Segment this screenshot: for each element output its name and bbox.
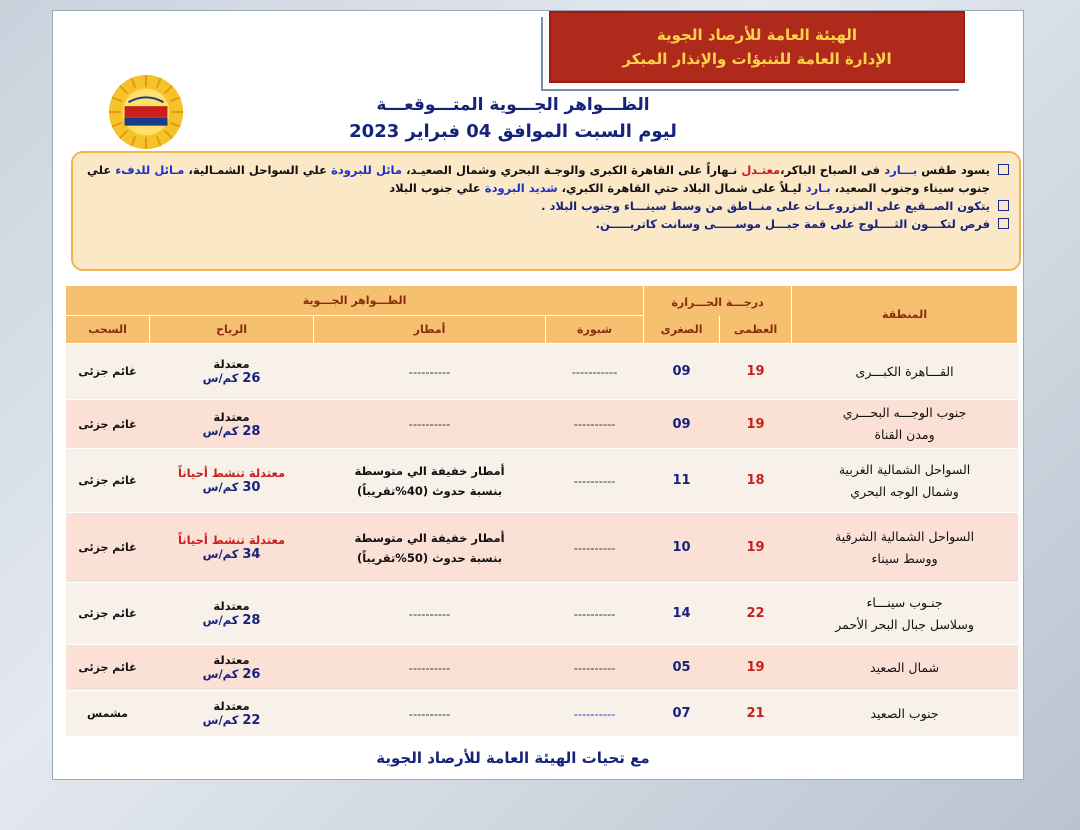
title-block (253, 95, 773, 142)
wind-speed-unit: كم/س (202, 667, 243, 681)
region-cell (792, 344, 1018, 400)
temp-min-cell: 14 (644, 583, 720, 645)
clouds-cell: غائم جزئى (66, 344, 150, 400)
wind-description: معتدلة (213, 653, 250, 667)
region-name: القـــاهرة الكبـــرى (855, 363, 954, 379)
region-name: جنوب الوجـــه البحـــري (842, 405, 967, 420)
wind-speed-value: 26 (242, 371, 261, 386)
header-rain: أمطار (314, 316, 546, 344)
wind-description: معتدلة (213, 357, 250, 371)
bulletin-page (52, 10, 1024, 780)
temp-max-cell: 22 (720, 583, 792, 645)
header-min: الصغرى (644, 316, 720, 344)
rain-probability: بنسبة حدوث (40%تقريباً) (356, 483, 503, 498)
wind-cell (150, 344, 314, 400)
header-wind: الرياح (150, 316, 314, 344)
temp-max-cell: 19 (720, 513, 792, 583)
table-row (66, 449, 1018, 513)
region-name: السواحل الشمالية الغربية (838, 461, 971, 477)
header-temperature (644, 286, 792, 316)
wind-speed-value: 28 (242, 613, 261, 628)
fog-cell: ---------- (546, 645, 644, 691)
rain-cell (314, 583, 546, 645)
rain-text: ---------- (408, 660, 451, 675)
wind-speed-unit: كم/س (202, 423, 243, 438)
rain-cell (314, 449, 546, 513)
temp-min-cell: 07 (644, 691, 720, 737)
summary-item (87, 161, 1009, 197)
header-max: العظمى (720, 316, 792, 344)
rain-text: ---------- (408, 706, 451, 721)
wind-speed-unit: كم/س (202, 371, 243, 385)
department-name: الإدارة العامة للتنبؤات والإنذار المبكر (622, 50, 892, 68)
temp-min-cell: 10 (644, 513, 720, 583)
table-row (66, 400, 1018, 449)
region-cell (792, 513, 1018, 583)
region-cell (792, 691, 1018, 737)
wind-speed-unit: كم/س (202, 480, 243, 494)
region-name: السواحل الشمالية الشرقية (835, 528, 975, 544)
region-cell (792, 449, 1018, 513)
fog-cell: ---------- (546, 400, 644, 449)
wind-speed-value: 34 (242, 547, 261, 562)
summary-fragment: فى الصباح الباكر، (780, 163, 885, 177)
temp-max-cell: 19 (720, 645, 792, 691)
region-name: جنوب الصعيد (870, 705, 939, 721)
summary-highlight: مـائل للدفء (115, 163, 185, 177)
table-row (66, 583, 1018, 645)
temp-min-cell: 05 (644, 645, 720, 691)
summary-highlight: مائل للبرودة (331, 163, 402, 177)
wind-speed (152, 667, 312, 682)
summary-highlight: بـارد (805, 181, 831, 195)
summary-fragment: علي جنوب سيناء وجنوب الصعيد، (87, 163, 990, 195)
wind-speed-value: 22 (242, 713, 261, 728)
clouds-cell: مشمس (66, 691, 150, 737)
summary-item (87, 197, 1009, 215)
region-name-line2: ومدن القناة (874, 427, 935, 442)
temp-min-cell: 09 (644, 400, 720, 449)
region-name: شمال الصعيد (870, 659, 940, 675)
clouds-cell: غائم جزئى (66, 400, 150, 449)
wind-description: معتدلة (213, 409, 250, 424)
region-name-line2: وشمال الوجه البحري (850, 483, 959, 499)
wind-speed-value: 28 (242, 423, 261, 439)
summary-fragment: نـهاراً على القاهرة الكبرى والوجـة البحري وشمال الصعيـد، (401, 163, 742, 177)
wind-description: معتدلة تنشط أحياناً (177, 533, 286, 547)
wind-description: معتدلة تنشط أحياناً (177, 466, 286, 480)
wind-speed (152, 713, 312, 728)
region-cell (792, 645, 1018, 691)
wind-speed-unit: كم/س (202, 713, 243, 727)
region-cell (792, 583, 1018, 645)
rain-cell (314, 691, 546, 737)
rain-cell (314, 513, 546, 583)
fog-cell: ----------- (546, 344, 644, 400)
page-title: الظـــواهر الجـــوية المتـــوقعـــة (376, 95, 650, 115)
wind-speed (152, 547, 312, 562)
wind-speed (152, 371, 312, 386)
clouds-cell: غائم جزئى (66, 449, 150, 513)
checkbox-bullet-icon (998, 164, 1009, 175)
footer-greeting: مع تحيات الهيئة العامة للأرصاد الجوية (376, 749, 650, 767)
temp-min-cell: 11 (644, 449, 720, 513)
clouds-cell: غائم جزئى (66, 583, 150, 645)
wind-description: معتدلة (213, 599, 250, 613)
summary-highlight: معتـدل (741, 163, 781, 177)
clouds-cell: غائم جزئى (66, 513, 150, 583)
header-phenomena: الظـــواهر الجـــوية (66, 286, 644, 316)
rain-cell (314, 645, 546, 691)
table-row (66, 513, 1018, 583)
summary-fragment: علي السواحل الشمـالية، (184, 163, 332, 177)
rain-cell (314, 344, 546, 400)
summary-text-weather (87, 161, 990, 197)
header-temperature-label: درجـــة الحـــرارة (671, 295, 764, 309)
region-name-line2: وسلاسل جبال البحر الأحمر (835, 616, 974, 632)
fog-cell: ---------- (546, 691, 644, 737)
table-row (66, 645, 1018, 691)
temp-max-cell: 21 (720, 691, 792, 737)
checkbox-bullet-icon (998, 218, 1009, 229)
region-cell (792, 400, 1018, 449)
table-row (66, 691, 1018, 737)
region-name-line2: ووسط سيناء (871, 550, 938, 566)
fog-cell: ---------- (546, 583, 644, 645)
rain-cell (314, 400, 546, 449)
ema-sun-logo-icon (107, 73, 185, 151)
summary-fragment: يسود طقس (917, 163, 990, 177)
clouds-cell: غائم جزئى (66, 645, 150, 691)
region-name: جنـوب سينـــاء (866, 594, 943, 610)
temp-max-cell: 18 (720, 449, 792, 513)
agency-name: الهيئة العامة للأرصاد الجوية (656, 26, 858, 44)
wind-cell (150, 583, 314, 645)
rain-text: ---------- (408, 606, 451, 621)
rain-probability: بنسبة حدوث (50%تقريباً) (356, 550, 503, 565)
rain-text: أمطار خفيفة الي متوسطة (354, 463, 505, 478)
rain-text: أمطار خفيفة الي متوسطة (354, 530, 505, 545)
summary-highlight: بـــارد (884, 163, 918, 177)
wind-speed (152, 480, 312, 495)
rain-text: ---------- (408, 364, 451, 379)
summary-box (71, 151, 1021, 271)
agency-header (549, 11, 965, 83)
wind-description: معتدلة (213, 699, 250, 713)
table-row (66, 344, 1018, 400)
wind-cell (150, 645, 314, 691)
wind-speed-unit: كم/س (202, 547, 243, 561)
temp-max-cell: 19 (720, 344, 792, 400)
rain-text: ---------- (408, 417, 451, 431)
temp-min-cell: 09 (644, 344, 720, 400)
header-clouds: السحب (66, 316, 150, 344)
wind-speed (152, 613, 312, 628)
wind-cell (150, 400, 314, 449)
wind-cell (150, 513, 314, 583)
summary-text-snow: فرص لتكـــون الثــــلوج على قمة جبـــل موســـــى وسانت كاتريـــــن. (595, 217, 990, 231)
wind-speed-value: 30 (242, 480, 261, 495)
summary-fragment: علي جنوب البلاد (389, 181, 485, 195)
forecast-table (65, 285, 1018, 737)
wind-cell (150, 449, 314, 513)
fog-cell: ---------- (546, 513, 644, 583)
summary-fragment: ليـلاً على شمال البلاد حتي القاهرة الكبري، (557, 181, 806, 195)
wind-speed-value: 26 (242, 667, 261, 682)
wind-speed-unit: كم/س (202, 613, 243, 627)
header-fog: شبورة (546, 316, 644, 344)
wind-speed (152, 424, 312, 439)
checkbox-bullet-icon (998, 200, 1009, 211)
summary-text-frost: يتكون الصــقيع على المزروعــات على منــاطق من وسط سينـــاء وجنوب البلاد . (541, 199, 990, 213)
header-region: المنطقة (792, 286, 1018, 344)
summary-highlight: شديد البرودة (484, 181, 558, 195)
summary-item (87, 215, 1009, 233)
fog-cell: ---------- (546, 449, 644, 513)
temp-max-cell: 19 (720, 400, 792, 449)
wind-cell (150, 691, 314, 737)
forecast-date: ليوم السبت الموافق 04 فبراير 2023 (349, 121, 677, 142)
